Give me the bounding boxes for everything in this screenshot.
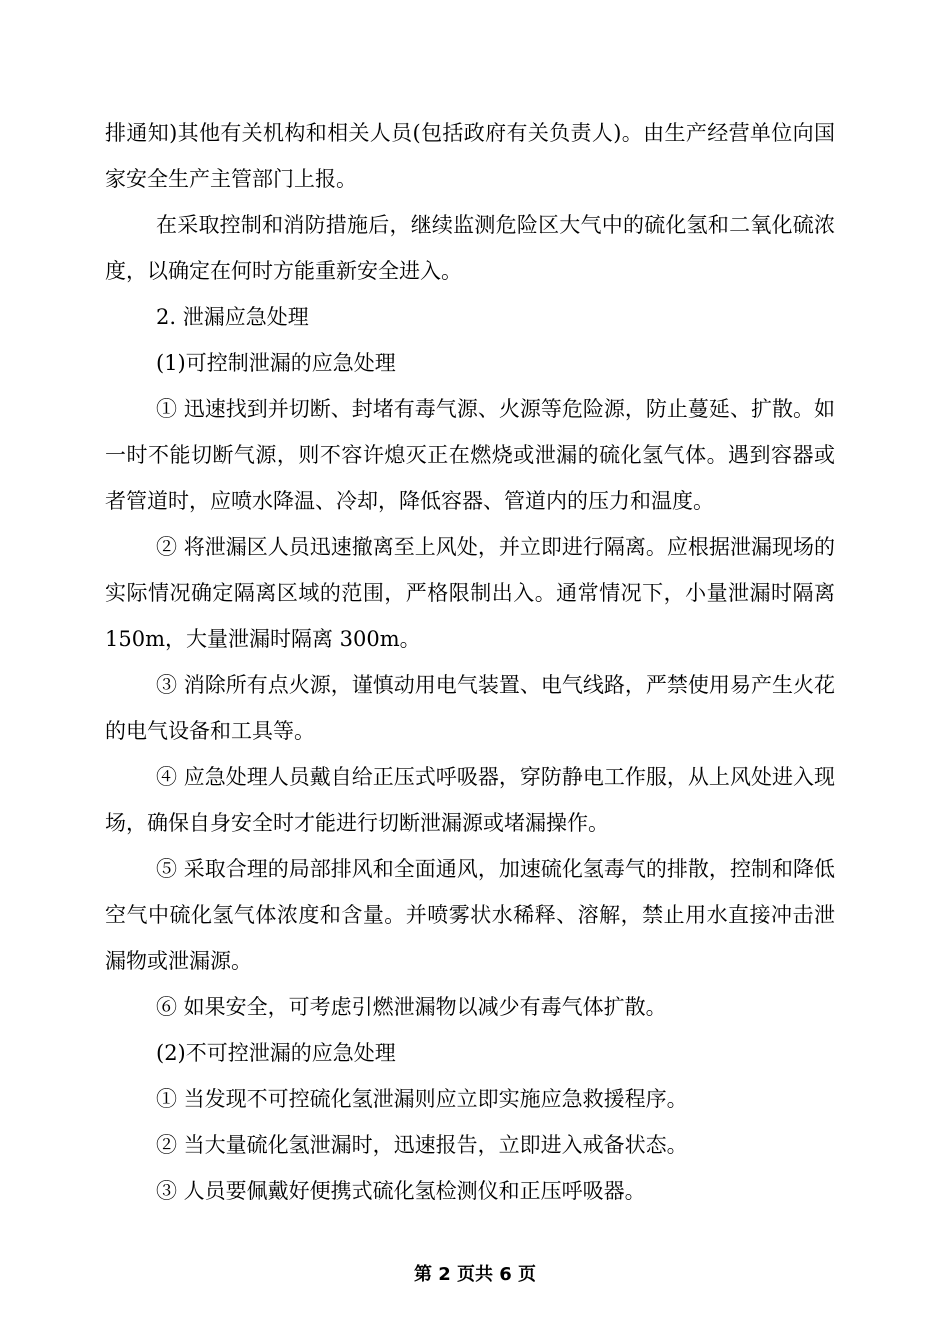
subsection-heading-uncontrollable-leak: (2)不可控泄漏的应急处理 [156,1041,396,1065]
document-body [105,110,835,1214]
list-item-uncontrollable-3: ③ 人员要佩戴好便携式硫化氢检测仪和正压呼吸器。 [156,1179,646,1203]
list-item-uncontrollable-2: ② 当大量硫化氢泄漏时，迅速报告，立即进入戒备状态。 [156,1133,688,1157]
list-item-uncontrollable-1: ① 当发现不可控硫化氢泄漏则应立即实施应急救援程序。 [156,1087,688,1111]
list-item-controllable-6: ⑥ 如果安全，可考虑引燃泄漏物以减少有毒气体扩散。 [156,995,667,1019]
list-item-controllable-4: ④ 应急处理人员戴自给正压式呼吸器，穿防静电工作服，从上风处进入现场，确保自身安全时才能进行切断泄漏源或堵漏操作。 [105,765,835,835]
paragraph-monitoring: 在采取控制和消防措施后，继续监测危险区大气中的硫化氢和二氧化硫浓度，以确定在何时方能重新安全进入。 [105,213,835,283]
list-item-controllable-2: ② 将泄漏区人员迅速撤离至上风处，并立即进行隔离。应根据泄漏现场的实际情况确定隔离区域的范围，严格限制出入。通常情况下，小量泄漏时隔离 150m，大量泄漏时隔离 300m。 [105,535,835,651]
page-number-footer: 第 2 页共 6 页 [413,1264,537,1285]
list-item-controllable-5: ⑤ 采取合理的局部排风和全面通风，加速硫化氢毒气的排散，控制和降低空气中硫化氢气体浓度和含量。并喷雾状水稀释、溶解，禁止用水直接冲击泄漏物或泄漏源。 [105,857,835,973]
list-item-controllable-3: ③ 消除所有点火源，谨慎动用电气装置、电气线路，严禁使用易产生火花的电气设备和工具等。 [105,673,835,743]
section-heading-leak-response: 2. 泄漏应急处理 [156,305,309,329]
list-item-controllable-1: ① 迅速找到并切断、封堵有毒气源、火源等危险源，防止蔓延、扩散。如一时不能切断气源，则不容许熄灭正在燃烧或泄漏的硫化氢气体。遇到容器或者管道时，应喷水降温、冷却，降低容器、管道内的压力和温度。 [105,397,835,513]
subsection-heading-controllable-leak: (1)可控制泄漏的应急处理 [156,351,396,375]
paragraph-notification-continued: 排通知)其他有关机构和相关人员(包括政府有关负责人)。由生产经营单位向国家安全生产主管部门上报。 [105,121,835,191]
